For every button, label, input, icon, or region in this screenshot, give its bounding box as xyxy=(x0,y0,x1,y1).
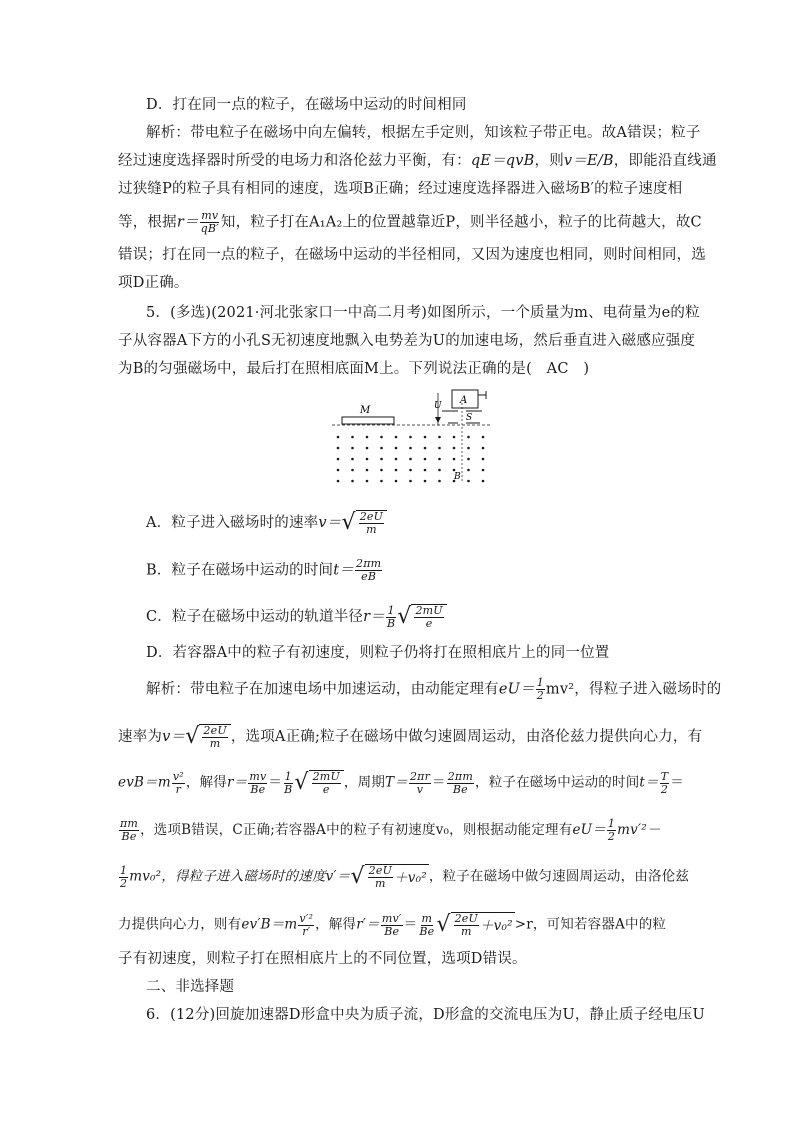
solution-line-7: 子有初速度，则粒子打在照相底片上的不同位置，选项D错误。 xyxy=(118,951,527,967)
field-dot xyxy=(337,469,340,472)
solution-line-4: $\frac{\pi m}{Be}$ ，选项B错误，C正确;若容器A中的粒子有初速度v₀，则根据动能定理有eU＝ $\frac{1}{2}$ mv′²－ xyxy=(120,817,661,843)
label-b: B xyxy=(454,472,461,482)
field-dot xyxy=(409,480,412,483)
field-dot xyxy=(366,447,369,450)
field-dot xyxy=(453,447,456,450)
field-dot xyxy=(380,480,383,483)
solution-line-5: $\frac{1}{2}$ mv₀²，得粒子进入磁场时的速度v′＝ √ $\frac{2eU}{m}$ ＋v₀² ，粒子在磁场中做匀速圆周运动，由洛伦兹 xyxy=(120,863,690,890)
field-dot xyxy=(424,436,427,439)
field-dot xyxy=(380,469,383,472)
field-dot xyxy=(467,447,470,450)
field-dot xyxy=(395,480,398,483)
field-dot xyxy=(351,436,354,439)
field-dot xyxy=(366,458,369,461)
mass-spectrometer-diagram xyxy=(330,383,498,491)
field-dot xyxy=(424,469,427,472)
field-dot xyxy=(395,447,398,450)
field-dot xyxy=(453,469,456,472)
field-dot xyxy=(395,436,398,439)
field-dot xyxy=(366,436,369,439)
field-dot xyxy=(482,458,485,461)
solution-line-2: 速率为v＝ √ $\frac{2eU}{m}$ ，选项A正确;粒子在磁场中做匀速圆周运动，由洛伦兹力提供向心力，有 xyxy=(118,724,703,750)
field-dot xyxy=(482,480,485,483)
analysis-line-4: 等，根据r＝ $\frac{mv}{qB'}$ 知，粒子打在A₁A₂上的位置越靠近P，则半径越小，粒子的比荷越大，故C xyxy=(118,209,702,235)
field-dot xyxy=(467,480,470,483)
field-dot xyxy=(438,480,441,483)
field-dot xyxy=(482,447,485,450)
label-u: U xyxy=(434,401,442,411)
option-d: D．若容器A中的粒子有初速度，则粒子仍将打在照相底片上的同一位置 xyxy=(146,645,610,661)
option-c: C．粒子在磁场中运动的轨道半径r＝ $\frac{1}{B}$ √ $\frac{2mU}{e}$ xyxy=(146,604,706,630)
field-dot xyxy=(351,458,354,461)
field-dot xyxy=(409,447,412,450)
field-dot xyxy=(409,458,412,461)
field-dot xyxy=(424,480,427,483)
question-6: 6．(12分)回旋加速器D形盒中央为质子流，D形盒的交流电压为U，静止质子经电压U xyxy=(146,1007,705,1023)
field-dot xyxy=(351,469,354,472)
analysis-line-5: 错误；打在同一点的粒子，在磁场中运动的半径相同，又因为速度也相同，则时间相同，选 xyxy=(118,247,706,263)
field-dot xyxy=(424,447,427,450)
field-dot xyxy=(409,469,412,472)
solution-line-6: 力提供向心力，则有ev′B＝m $\frac{\text{v′²}}{r'}$ ，解得r′＝ $\frac{mv'}{Be}$ ＝ $\frac{m}{Be}$ √ $\frac{2eU}{m}$ ＋v₀² >r，可知若容器A中的粒 xyxy=(118,911,667,938)
field-dot xyxy=(482,469,485,472)
option-b: B．粒子在磁场中运动的时间t＝ $\frac{2\pi m}{eB}$ xyxy=(146,557,382,583)
field-dot xyxy=(467,436,470,439)
field-dot xyxy=(380,458,383,461)
field-dot xyxy=(351,447,354,450)
field-dot xyxy=(395,458,398,461)
field-dot xyxy=(337,436,340,439)
field-dot xyxy=(438,436,441,439)
field-dot xyxy=(366,469,369,472)
solution-line-3: evB＝m $\frac{\text{v²}}{r}$ ，解得r＝ $\frac{mv}{Be}$ ＝ $\frac{1}{B}$ √ $\frac{2mU}{e}$ ，周期T＝ $\frac{2\pi r}{v}$ ＝ $\frac{2\pi m}{Be}$ ，粒子在磁场中运动的时间t＝ $\frac{T}{2}$ ＝ xyxy=(118,769,684,796)
analysis-line-3: 过狭缝P的粒子具有相同的速度，选项B正确；经过速度选择器进入磁场B′的粒子速度相 xyxy=(118,181,683,197)
field-dot xyxy=(482,436,485,439)
field-dot xyxy=(438,469,441,472)
question-5-line-3: 为B的匀强磁场中，最后打在照相底面M上。下列说法正确的是( AC ) xyxy=(118,361,590,377)
label-m: M xyxy=(360,405,371,416)
label-s: S xyxy=(466,413,473,423)
option-d-previous: D．打在同一点的粒子，在磁场中运动的时间相同 xyxy=(146,97,467,113)
field-dot xyxy=(337,480,340,483)
label-a: A xyxy=(460,395,468,406)
field-dot xyxy=(380,447,383,450)
field-dot xyxy=(351,480,354,483)
field-dot xyxy=(337,458,340,461)
analysis-line-2: 经过速度选择器时所受的电场力和洛伦兹力平衡，有：qE＝qvB，则v＝E/B，即能沿直线通 xyxy=(118,153,717,169)
field-dot xyxy=(438,458,441,461)
field-dot xyxy=(453,458,456,461)
section-heading: 二、非选择题 xyxy=(146,979,235,995)
option-a: A．粒子进入磁场时的速率v＝ √ $\frac{2eU}{m}$ xyxy=(146,510,706,536)
field-dot xyxy=(453,436,456,439)
field-dot xyxy=(424,458,427,461)
field-dot xyxy=(337,447,340,450)
question-5-line-2: 子从容器A下方的小孔S无初速度地飘入电势差为U的加速电场，然后垂直进入磁感应强度 xyxy=(118,333,696,349)
solution-line-1: 解析：带电粒子在加速电场中加速运动，由动能定理有eU＝ $\frac{1}{2}$ mv²，得粒子进入磁场时的 xyxy=(146,676,722,702)
field-dot xyxy=(395,469,398,472)
field-dot xyxy=(366,480,369,483)
question-5-line-1: 5．(多选)(2021·河北张家口一中高二月考)如图所示，一个质量为m、电荷量为e的粒 xyxy=(146,305,700,321)
analysis-line-6: 项D正确。 xyxy=(118,275,189,291)
field-dot xyxy=(409,436,412,439)
field-dot xyxy=(467,458,470,461)
field-dot xyxy=(438,447,441,450)
field-dot xyxy=(467,469,470,472)
analysis-line-1: 解析：带电粒子在磁场中向左偏转，根据左手定则，知该粒子带正电。故A错误；粒子 xyxy=(146,125,701,141)
field-dot xyxy=(380,436,383,439)
